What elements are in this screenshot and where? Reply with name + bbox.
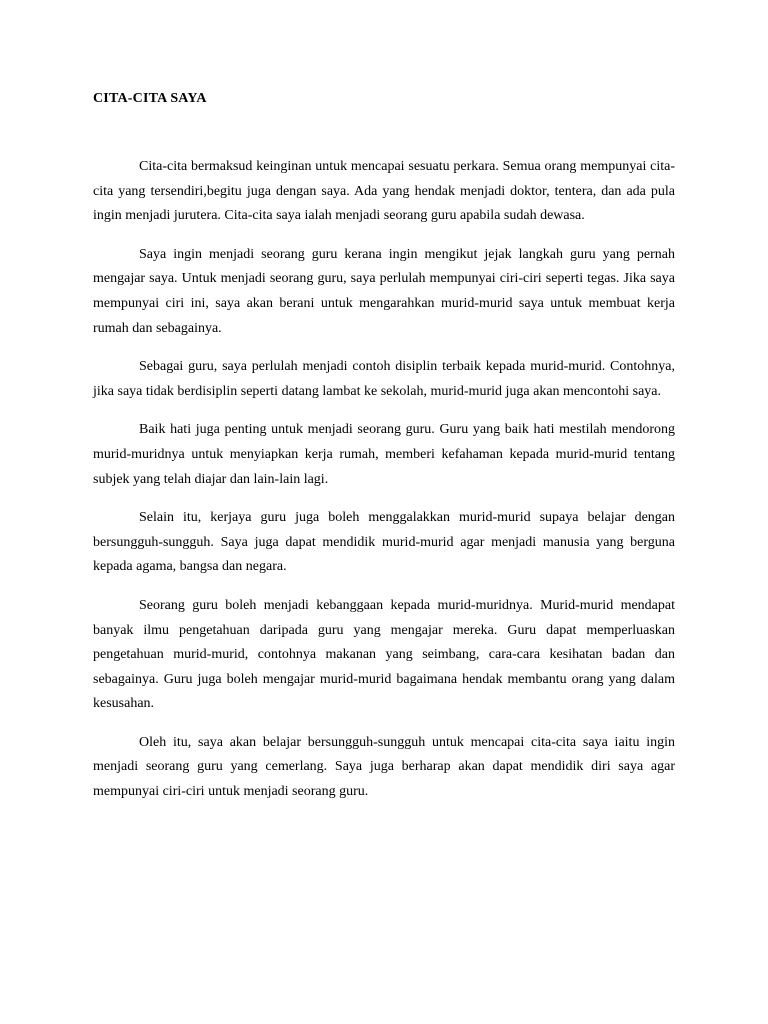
paragraph-5: Selain itu, kerjaya guru juga boleh menggalakkan murid-murid supaya belajar dengan bersungguh-sungguh. Saya juga dapat mendidik murid-murid agar menjadi manusia yang berguna kepada agama, bangsa dan negara.: [93, 510, 675, 575]
paragraph-3: Sebagai guru, saya perlulah menjadi contoh disiplin terbaik kepada murid-murid. Contohnya, jika saya tidak berdisiplin seperti datang lambat ke sekolah, murid-murid juga akan mencontohi saya.: [93, 359, 675, 399]
paragraph-2: Saya ingin menjadi seorang guru kerana ingin mengikut jejak langkah guru yang pernah mengajar saya. Untuk menjadi seorang guru, saya perlulah mempunyai ciri-ciri seperti tegas. Jika saya mempunyai ciri ini, saya akan berani untuk mengarahkan murid-murid saya untuk membuat kerja rumah dan sebagainya.: [93, 246, 675, 336]
paragraph-7: Oleh itu, saya akan belajar bersungguh-sungguh untuk mencapai cita-cita saya iaitu ingin menjadi seorang guru yang cemerlang. Saya juga berharap akan dapat mendidik diri saya agar mempunyai ciri-ciri untuk menjadi seorang guru.: [93, 734, 675, 800]
document-title: CITA-CITA SAYA: [93, 91, 207, 106]
paragraph-4: Baik hati juga penting untuk menjadi seorang guru. Guru yang baik hati mestilah mendorong murid-muridnya untuk menyiapkan kerja rumah, memberi kefahaman kepada murid-murid tentang subjek yang telah diajar dan lain-lain lagi.: [93, 422, 675, 487]
paragraph-6: Seorang guru boleh menjadi kebanggaan kepada murid-muridnya. Murid-murid mendapat banyak ilmu pengetahuan daripada guru yang mengajar mereka. Guru dapat memperluaskan pengetahuan murid-murid, contohnya makanan yang seimbang, cara-cara kesihatan badan dan sebagainya. Guru juga boleh mengajar murid-murid bagaimana hendak membantu orang yang dalam kesusahan.: [93, 597, 675, 712]
document-body: [93, 155, 675, 819]
paragraph-1: Cita-cita bermaksud keinginan untuk mencapai sesuatu perkara. Semua orang mempunyai cita-cita yang tersendiri,begitu juga dengan saya. Ada yang hendak menjadi doktor, tentera, dan ada pula ingin menjadi jurutera. Cita-cita saya ialah menjadi seorang guru apabila sudah dewasa.: [93, 159, 675, 224]
